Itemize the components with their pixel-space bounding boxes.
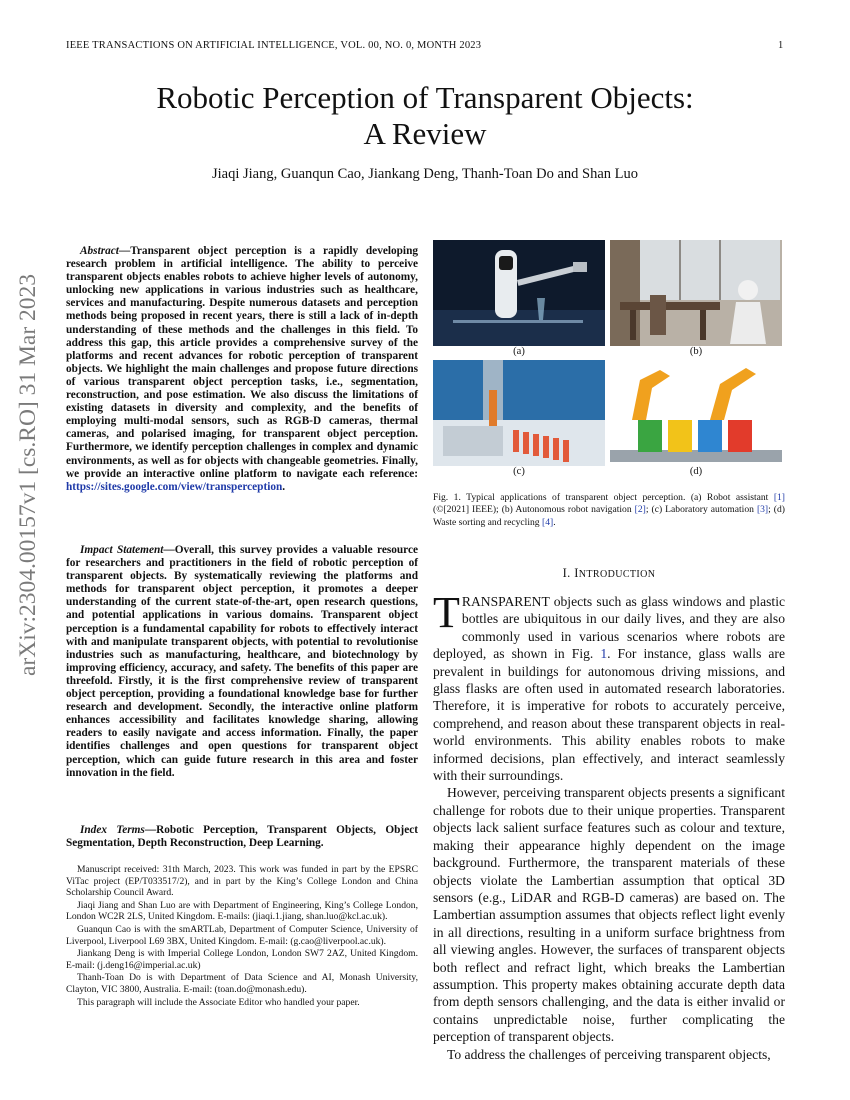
figure-waste-sorting [610,360,782,466]
impact-statement [66,544,418,780]
authors: Jiaqi Jiang, Guanqun Cao, Jiankang Deng, Thanh-Toan Do and Shan Luo [212,166,638,182]
footnote: Jiaqi Jiang and Shan Luo are with Department of Engineering, King’s College London, London WC2R 2LS, United Kingdom. E-mails: (jiaqi.1.jiang, shan.luo@kcl.ac.uk). [66,899,418,923]
index-label: Index Terms [80,824,145,836]
title-line-2: A Review [363,116,487,151]
footnote: Guanqun Cao is with the smARTLab, Department of Computer Science, University of Liverpool, Liverpool L69 3BX, United Kingdom. E-mail: (g.cao@liverpool.ac.uk). [66,923,418,947]
paragraph: To address the challenges of perceiving transparent objects, [447,1046,771,1062]
footnote: Manuscript received: 31th March, 2023. This work was funded in part by the EPSRC ViTac project (EP/T033517/2), and in part by the King’s College London and China Scholarship Council Award. [66,864,418,899]
drop-cap: T [433,588,460,637]
figure-label-b: (b) [689,346,703,357]
title-line-1: Robotic Perception of Transparent Objects: [156,80,694,115]
figure-lab-automation [433,360,605,466]
footnote: Jiankang Deng is with Imperial College London, London SW7 2AZ, United Kingdom. E-mail: (j.deng16@imperial.ac.uk) [66,948,418,971]
footnote: Thanh-Toan Do is with Department of Data Science and AI, Monash University, Clayton, VIC 3800, Australia. E-mail: (toan.do@monash.edu). [66,972,418,995]
section-heading: I. INTRODUCTION [562,566,656,580]
citation-link[interactable]: [3] [756,504,769,516]
figure-label-c: (c) [513,466,525,477]
abstract-text: —Transparent object perception is a rapidly developing research problem in artificial intelligence. The ability to perceive transparent objects enables robots to achieve higher levels of autonomy, unlocking new applications in various industries such as healthcare, services and manufacturing. Despite numerous datasets and perception methods being proposed in recent years, there is still a lack of in-depth understanding of these methods and the challenges in this field. To address this gap, this article provides a comprehensive survey of the platforms and recent advances for robotic perception of transparent objects. We highlight the main challenges and propose future directions of various transparent object perception tasks, i.e., segmentation, reconstruction, and pose estimation. We also discuss the limitations of existing datasets in diversity and complexity, and the benefits of employing multi-modal sensors, such as RGB-D cameras, thermal cameras, and polarised imaging, for transparent object perception. Furthermore, we identify perception challenges in complex and dynamic environments, as well as for objects with changeable geometries. Finally, we provide an interactive online platform to navigate each reference: [66,245,418,480]
citation-link[interactable]: [2] [634,504,646,516]
running-header: IEEE TRANSACTIONS ON ARTIFICIAL INTELLIGENCE, VOL. 00, NO. 0, MONTH 2023 [66,40,482,51]
abstract: Abstract—Transparent object perception is a rapidly developing research problem in artificial intelligence. The ability to perceive transparent objects enables robots to achieve higher levels of autonomy, unlocking new applications in various industries such as healthcare, services and manufacturing. Despite numerous datasets and perception methods being proposed in recent years, there is still a lack of in-depth understanding of these methods and the challenges in this field. To address this gap, this article provides a comprehensive survey of the platforms and recent advances for robotic perception of transparent objects. We highlight the main challenges and propose future directions of various transparent object perception tasks, i.e., segmentation, reconstruction, and pose estimation. We also discuss the limitations of existing datasets in diversity and complexity, and the benefits of employing multi-modal sensors, such as RGB-D cameras, thermal cameras, and polarised imaging, for transparent object perception. Furthermore, we identify perception challenges in complex and dynamic environments, as well as for objects with changeable geometries. Finally, we provide an interactive online platform to navigate each reference: https://sites.google.com/view/transperception. [66,245,418,493]
impact-text: —Overall, this survey provides a valuable resource for researchers and practitioners in the field of robotic perception of transparent objects. By systematically reviewing the platforms and methods for transparent object perception, it promotes a deeper understanding of the current state-of-the-art, open research questions, and potential applications in various domains. Transparent object perception is a fundamental capability for robots to effectively interact with and manipulate transparent objects, with potential to revolutionise industries such as manufacturing, healthcare, and biotechnology by improving efficiency, accuracy, and safety. The benefits of this paper are threefold. Firstly, it is the first comprehensive review of transparent object perception, providing a foundational knowledge base for further research and development. Secondly, the interactive online platform enhances accessibility and facilitates knowledge sharing, allowing readers to easily navigate and access information. Finally, the paper identifies challenges and open questions for transparent object perception, which can guide future research in this area and foster innovation in the field. [66,544,418,779]
citation-link[interactable]: [4] [542,516,554,528]
figure-label-a: (a) [513,346,525,357]
impact-label: Impact Statement [80,544,164,556]
footnote: This paragraph will include the Associate Editor who handled your paper. [77,996,360,1008]
figure-label-d: (d) [689,466,703,477]
introduction-body: TRANSPARENT objects such as glass windows and plastic bottles are ubiquitous in our daily lives, and they are also commonly used in various scenarios where robots are deployed, as shown in Fig. 1. For instance, glass walls are prevalent in buildings for autonomous driving missions, and glass flasks are often used in automated research laboratories. Therefore, it is imperative for robots to accurately perceive, comprehend, and reason about these transparent objects in real-world environments. This ability enables robots to make informed decisions, plan effectively, and interact seamlessly with their surroundings. However, perceiving transparent objects presents a significant challenge for robots due to their unique properties. Transparent objects lack salient surface features such as colour and texture, making their appearance highly dependent on the image background. Furthermore, the transparent materials of these objects violate the Lambertian assumption that optical 3D sensors (e.g., LiDAR and RGB-D cameras) are based on. The Lambertian assumption assumes that objects reflect light evenly in all directions, resulting in a uniform surface brightness from all viewing angles. However, the surfaces of transparent objects both reflect and refract light, which breaks the Lambertian assumption. This property makes obtaining accurate depth data from depth sensors challenging, and the data is either invalid or contains unpredictable noise, further complicating the perception of transparent objects. To address the challenges of perceiving transparent objects, [433,588,785,1062]
index-text: —Robotic Perception, Transparent Objects, Object Segmentation, Depth Reconstruction, Deep Learning. [66,824,418,850]
arxiv-stamp: arXiv:2304.00157v1 [cs.RO] 31 Mar 2023 [15,273,41,677]
paper-title [0,80,850,152]
citation-link[interactable]: [1] [773,492,785,503]
footnotes [66,864,418,1009]
page-number: 1 [778,40,784,51]
abstract-label: Abstract [80,245,119,257]
figure-ref-link[interactable]: 1 [600,646,608,662]
project-link[interactable]: https://sites.google.com/view/transperception [66,480,283,493]
figure-robot-assistant [433,240,605,346]
figure-caption: Fig. 1. Typical applications of transparent object perception. (a) Robot assistant [1](©[2021] IEEE); (b) Autonomous robot navigation [2]; (c) Laboratory automation [3]; (d) Waste sorting and recycling [4]. [433,492,785,528]
paragraph: However, perceiving transparent objects presents a significant challenge for robots due to their unique properties. Transparent objects lack salient surface features such as colour and texture, making their appearance highly dependent on the image background. Furthermore, the transparent materials of these objects violate the Lambertian assumption that optical 3D sensors (e.g., LiDAR and RGB-D cameras) are based on. The Lambertian assumption assumes that objects reflect light evenly in all directions, resulting in a uniform surface brightness from all viewing angles. However, the surfaces of transparent objects both reflect and refract light, which breaks the Lambertian assumption. This property makes obtaining accurate depth data from depth sensors challenging, and the data is either invalid or contains unpredictable noise, further complicating the perception of transparent objects. [433,785,785,1045]
index-terms [66,824,418,850]
figure-robot-navigation [610,240,782,346]
